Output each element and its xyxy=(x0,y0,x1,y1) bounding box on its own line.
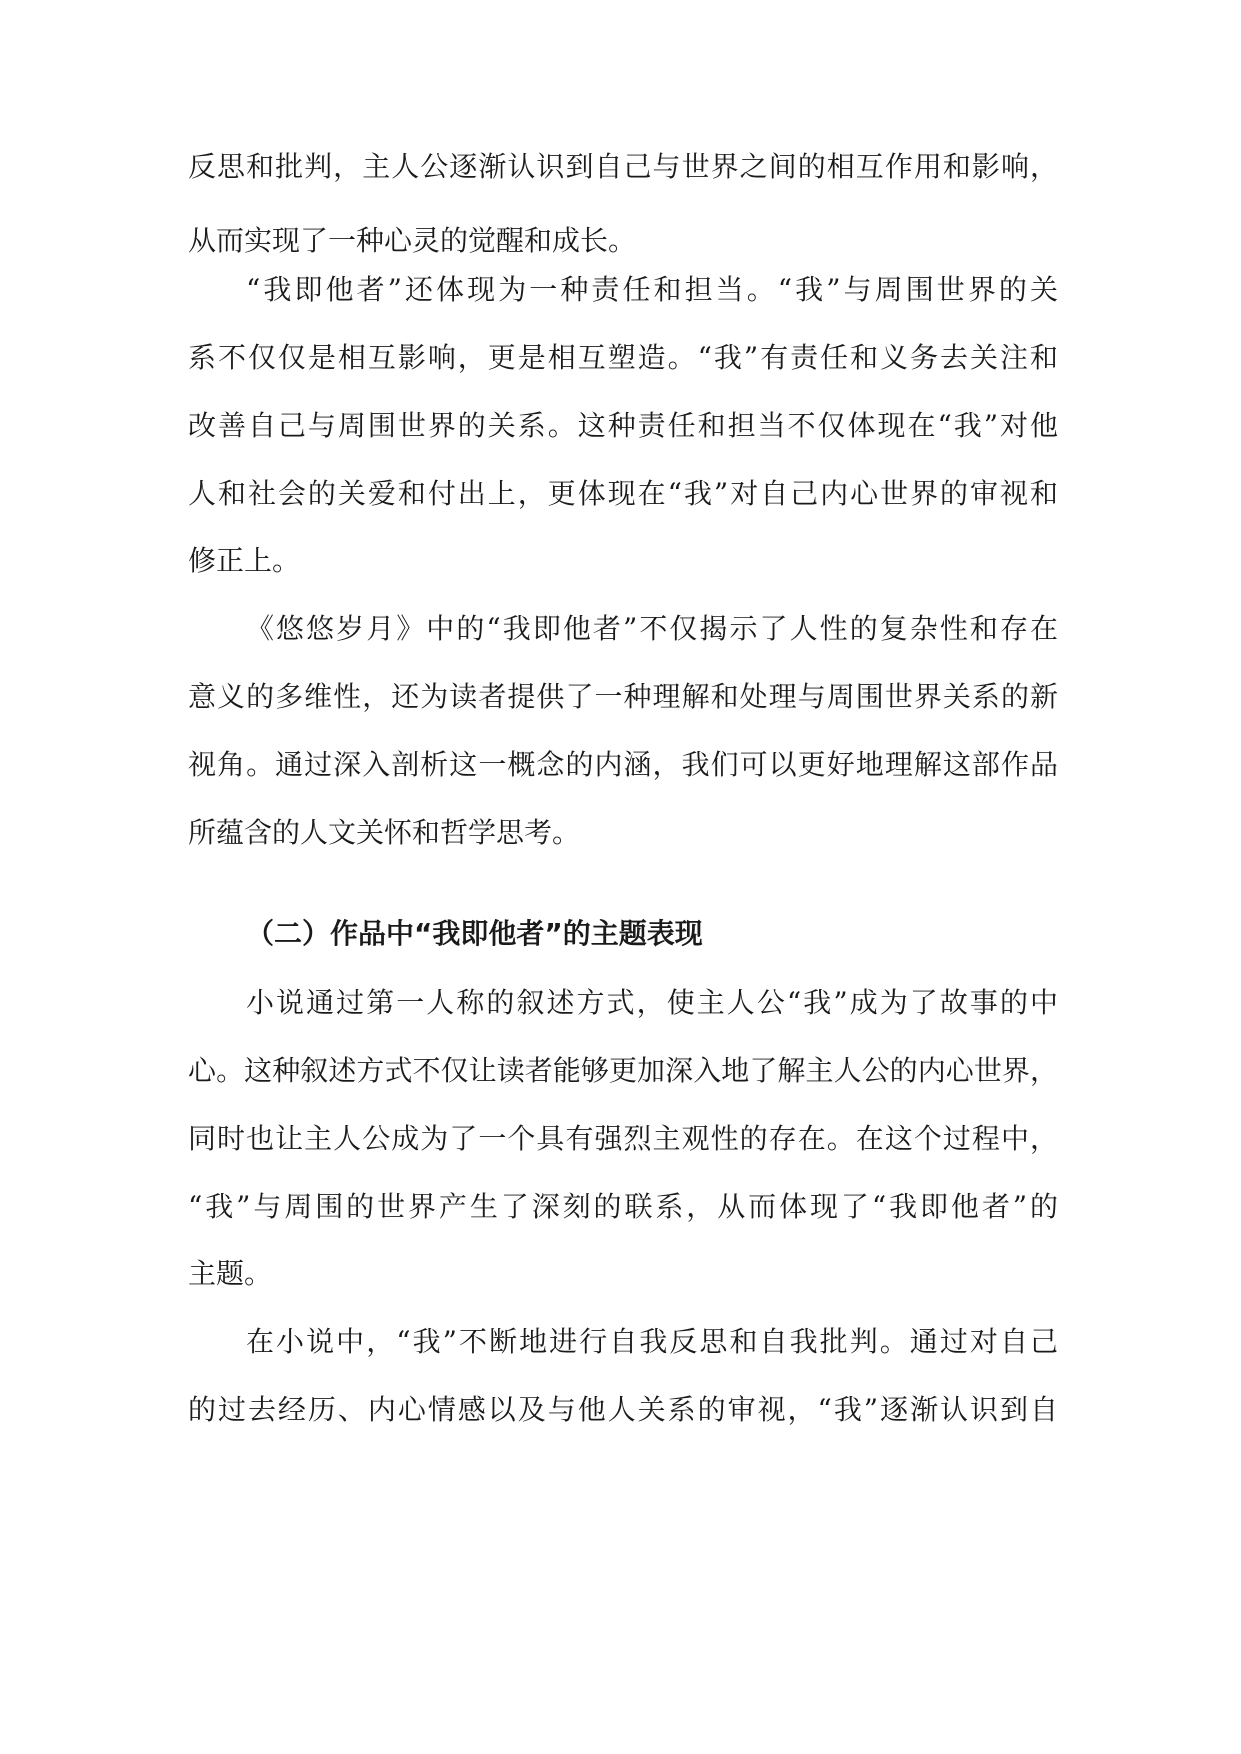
paragraph-line: 所蕴含的人文关怀和哲学思考。 xyxy=(188,816,581,849)
paragraph-line: “我”与周围的世界产生了深刻的联系，从而体现了“我即他者”的 xyxy=(188,1190,1058,1223)
paragraph-line: 心。这种叙述方式不仅让读者能够更加深入地了解主人公的内心世界， xyxy=(188,1054,1058,1087)
paragraph-line: 在小说中，“我”不断地进行自我反思和自我批判。通过对自己 xyxy=(246,1325,1058,1358)
paragraph-line: 修正上。 xyxy=(188,544,301,577)
paragraph-line: 同时也让主人公成为了一个具有强烈主观性的存在。在这个过程中， xyxy=(188,1122,1058,1155)
paragraph-line: 小说通过第一人称的叙述方式，使主人公“我”成为了故事的中 xyxy=(246,986,1058,1019)
paragraph-line: 《悠悠岁月》中的“我即他者”不仅揭示了人性的复杂性和存在 xyxy=(246,612,1058,645)
paragraph-line: 意义的多维性，还为读者提供了一种理解和处理与周围世界关系的新 xyxy=(188,680,1058,713)
paragraph-line: 反思和批判，主人公逐渐认识到自己与世界之间的相互作用和影响， xyxy=(188,150,1058,183)
section-heading: （二）作品中“我即他者”的主题表现 xyxy=(246,917,703,950)
paragraph-line: 系不仅仅是相互影响，更是相互塑造。“我”有责任和义务去关注和 xyxy=(188,341,1058,374)
paragraph-line: 视角。通过深入剖析这一概念的内涵，我们可以更好地理解这部作品 xyxy=(188,748,1058,781)
paragraph-line: 人和社会的关爱和付出上，更体现在“我”对自己内心世界的审视和 xyxy=(188,477,1058,510)
paragraph-line: 主题。 xyxy=(188,1257,273,1290)
paragraph-line: 从而实现了一种心灵的觉醒和成长。 xyxy=(188,224,637,257)
paragraph-line: 改善自己与周围世界的关系。这种责任和担当不仅体现在“我”对他 xyxy=(188,409,1058,442)
paragraph-line: 的过去经历、内心情感以及与他人关系的审视，“我”逐渐认识到自 xyxy=(188,1393,1058,1426)
paragraph-line: “我即他者”还体现为一种责任和担当。“我”与周围世界的关 xyxy=(246,273,1058,306)
